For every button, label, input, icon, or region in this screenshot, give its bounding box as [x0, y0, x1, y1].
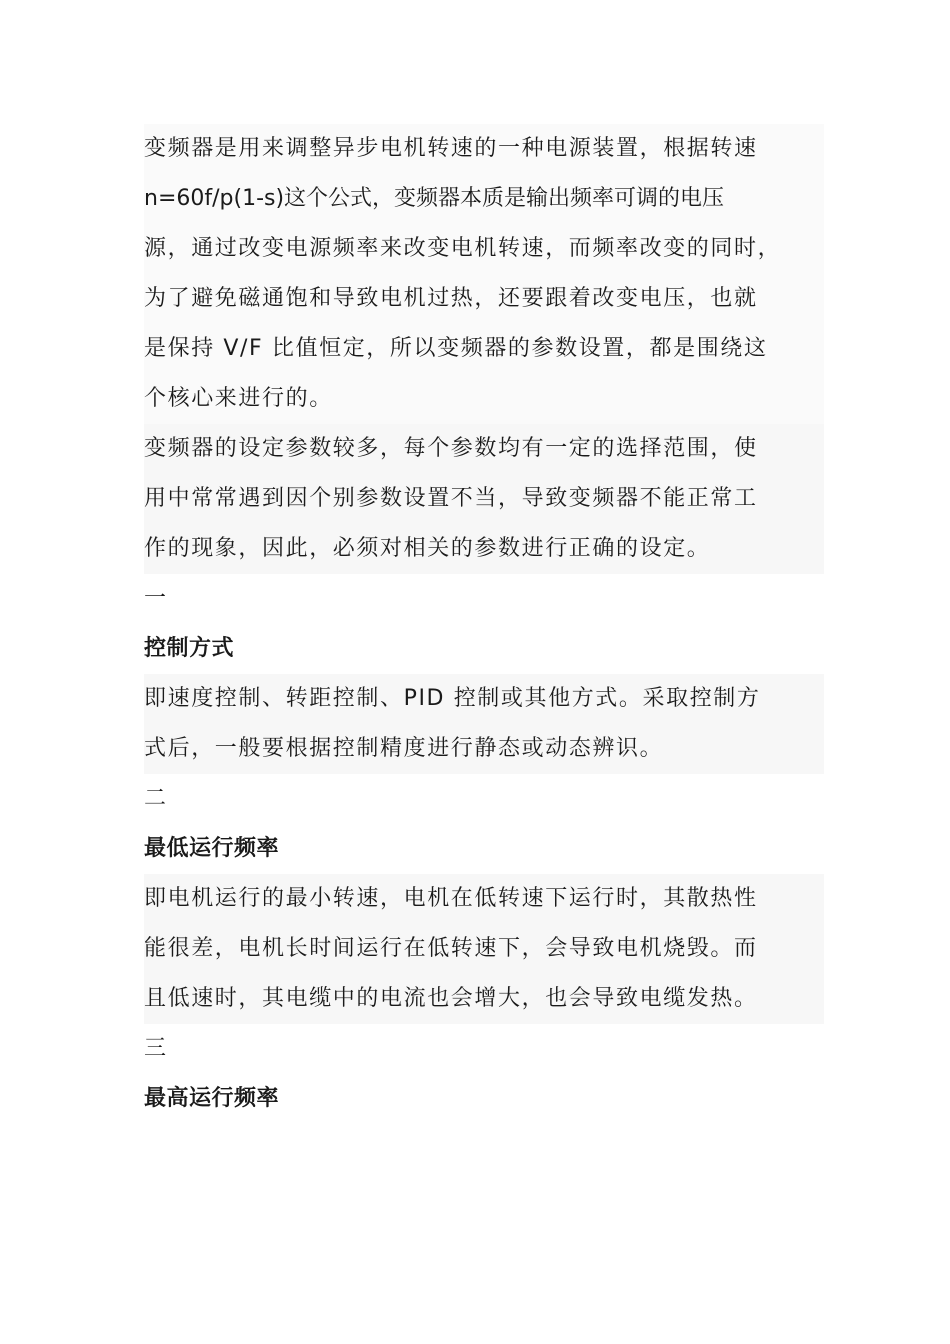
section-body-line: 即电机运行的最小转速，电机在低转速下运行时，其散热性 — [144, 886, 758, 911]
params-line: 作的现象，因此，必须对相关的参数进行正确的设定。 — [144, 536, 711, 561]
section-number: 一 — [144, 586, 168, 611]
section-number: 二 — [144, 786, 168, 811]
document-page — [144, 124, 824, 1124]
params-line: 用中常常遇到因个别参数设置不当，导致变频器不能正常工 — [144, 486, 758, 511]
intro-line: 源，通过改变电源频率来改变电机转速，而频率改变的同时， — [144, 236, 782, 261]
section-title: 控制方式 — [144, 636, 235, 661]
section-1 — [144, 574, 824, 774]
section-body-line: 即速度控制、转距控制、PID 控制或其他方式。采取控制方 — [144, 686, 761, 711]
params-line: 变频器的设定参数较多，每个参数均有一定的选择范围，使 — [144, 436, 758, 461]
section-body — [144, 674, 824, 774]
intro-line: 个核心来进行的。 — [144, 386, 333, 411]
intro-line: n=60f/p(1-s)这个公式，变频器本质是输出频率可调的电压 — [144, 186, 725, 211]
section-title: 最低运行频率 — [144, 836, 280, 861]
section-body — [144, 874, 824, 1024]
intro-paragraph — [144, 124, 824, 424]
intro-line: 变频器是用来调整异步电机转速的一种电源装置，根据转速 — [144, 136, 758, 161]
section-body-line: 能很差，电机长时间运行在低转速下，会导致电机烧毁。而 — [144, 936, 758, 961]
intro-line: 为了避免磁通饱和导致电机过热，还要跟着改变电压，也就 — [144, 286, 758, 311]
section-3 — [144, 1024, 824, 1124]
section-2 — [144, 774, 824, 1024]
section-number: 三 — [144, 1036, 168, 1061]
section-title: 最高运行频率 — [144, 1086, 280, 1111]
section-body-line: 式后，一般要根据控制精度进行静态或动态辨识。 — [144, 736, 664, 761]
section-body-line: 且低速时，其电缆中的电流也会增大，也会导致电缆发热。 — [144, 986, 758, 1011]
intro-line: 是保持 V/F 比值恒定，所以变频器的参数设置，都是围绕这 — [144, 336, 768, 361]
params-paragraph — [144, 424, 824, 574]
